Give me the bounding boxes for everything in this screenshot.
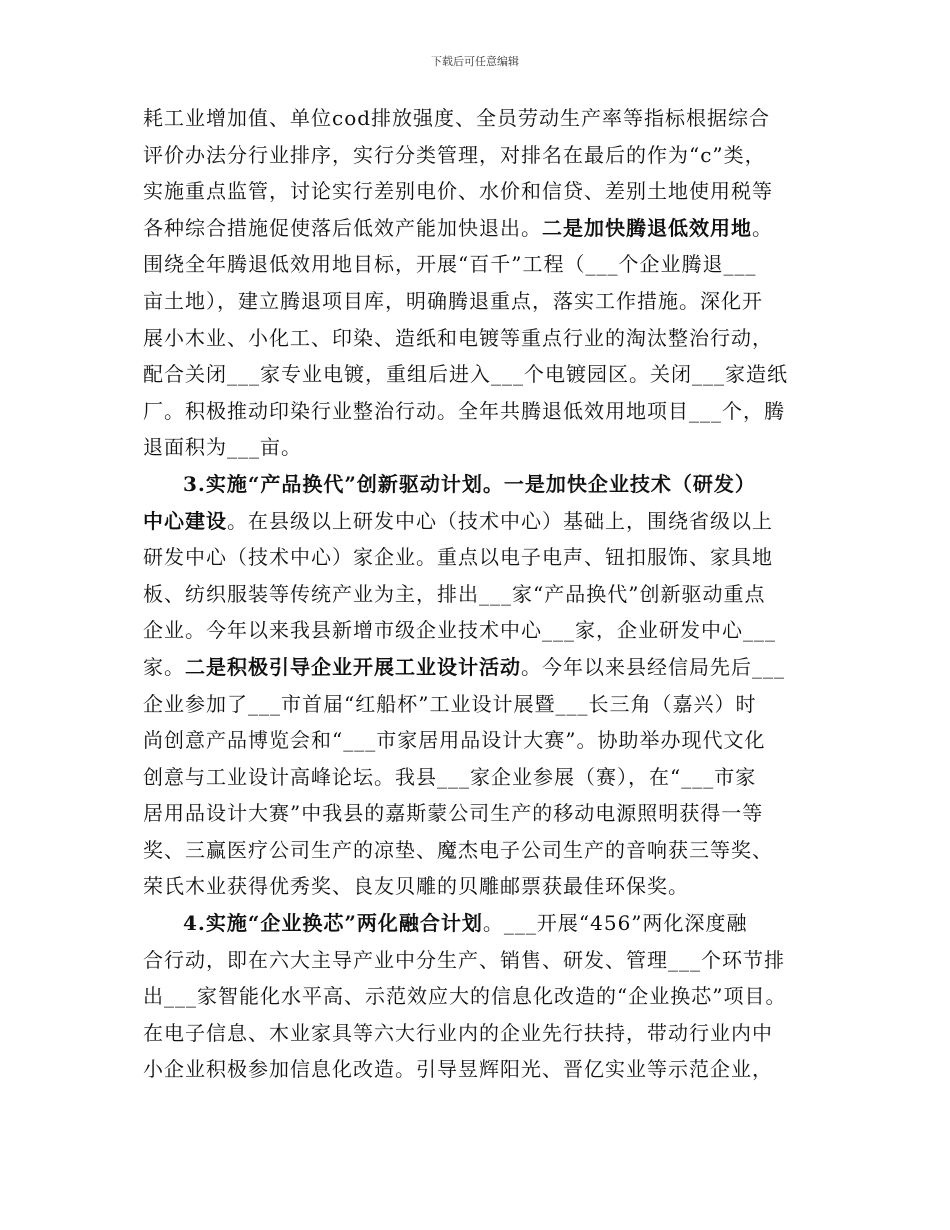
bold-text-segment: 二是加快腾退低效用地 <box>542 215 752 240</box>
text-line <box>143 503 823 540</box>
body-text <box>143 100 823 1088</box>
text-segment: 奖、三赢医疗公司生产的凉垫、魔杰电子公司生产的音响获三等奖、 <box>143 837 773 862</box>
text-segment: 厂。积极推动印染行业整治行动。全年共腾退低效用地项目___个，腾 <box>143 398 785 423</box>
text-segment: 出___家智能化水平高、示范效应大的信息化改造的“企业换芯”项目。 <box>143 984 787 1009</box>
text-segment: 合行动，即在六大主导产业中分生产、销售、研发、管理___个环节排 <box>143 947 785 972</box>
bold-text-segment: 中心建设 <box>143 508 227 533</box>
text-line <box>143 246 823 283</box>
text-segment: 围绕全年腾退低效用地目标，开展“百千”工程（___个企业腾退___ <box>143 252 757 277</box>
text-line <box>143 612 823 649</box>
text-line <box>143 1051 823 1088</box>
bold-text-segment: 二是积极引导企业开展工业设计活动 <box>185 654 521 679</box>
text-segment: 荣氏木业获得优秀奖、良友贝雕的贝雕邮票获最佳环保奖。 <box>143 874 689 899</box>
text-line <box>143 832 823 869</box>
text-segment: 研发中心（技术中心）家企业。重点以电子电声、钮扣服饰、家具地 <box>143 545 773 570</box>
text-line <box>143 137 823 174</box>
text-segment: 板、纺织服装等传统产业为主，排出___家“产品换代”创新驱动重点 <box>143 581 766 606</box>
text-line <box>143 795 823 832</box>
text-line <box>143 649 823 686</box>
text-segment: 实施重点监管，讨论实行差别电价、水价和信贷、差别土地使用税等 <box>143 179 773 204</box>
text-segment: 企业参加了___市首届“红船杯”工业设计展暨___长三角（嘉兴）时 <box>143 691 757 716</box>
text-segment: 。今年以来县经信局先后___ <box>521 654 785 679</box>
text-line <box>143 1015 823 1052</box>
bold-text-segment: 3.实施“产品换代”创新驱动计划。一是加快企业技术（研发） <box>183 471 756 496</box>
text-line <box>143 356 823 393</box>
text-line <box>143 722 823 759</box>
bold-text-segment: 4.实施“企业换芯”两化融合计划 <box>183 911 483 936</box>
text-line <box>143 868 823 905</box>
text-line <box>143 466 823 503</box>
text-segment: 居用品设计大赛”中我县的嘉斯蒙公司生产的移动电源照明获得一等 <box>143 801 764 826</box>
text-segment: 。在县级以上研发中心（技术中心）基础上，围绕省级以上 <box>227 508 773 533</box>
text-line <box>143 429 823 466</box>
text-segment: 亩土地），建立腾退项目库，明确腾退重点，落实工作措施。深化开 <box>143 288 763 313</box>
text-segment: 配合关闭___家专业电镀，重组后进入___个电镀园区。关闭___家造纸 <box>143 362 788 387</box>
text-line <box>143 978 823 1015</box>
text-segment: 各种综合措施促使落后低效产能加快退出。 <box>143 215 542 240</box>
text-line <box>143 905 823 942</box>
text-segment: 退面积为___亩。 <box>143 435 302 460</box>
text-line <box>143 100 823 137</box>
text-line <box>143 686 823 723</box>
text-line <box>143 283 823 320</box>
text-line <box>143 320 823 357</box>
text-segment: 创意与工业设计高峰论坛。我县___家企业参展（赛），在“___市家 <box>143 764 757 789</box>
text-segment: 耗工业增加值、单位cod排放强度、全员劳动生产率等指标根据综合 <box>143 106 771 130</box>
text-line <box>143 942 823 979</box>
text-line <box>143 210 823 247</box>
text-segment: 尚创意产品博览会和“___市家居用品设计大赛”。协助举办现代文化 <box>143 728 766 753</box>
text-segment: 展小木业、小化工、印染、造纸和电镀等重点行业的淘汰整治行动， <box>143 325 773 350</box>
text-line <box>143 539 823 576</box>
text-segment: 企业。今年以来我县新增市级企业技术中心___家，企业研发中心___ <box>143 618 776 643</box>
text-segment: 小企业积极参加信息化改造。引导昱辉阳光、晋亿实业等示范企业， <box>143 1057 773 1082</box>
text-line <box>143 759 823 796</box>
page-header: 下载后可任意编辑 <box>431 55 519 68</box>
text-segment: 在电子信息、木业家具等六大行业内的企业先行扶持，带动行业内中 <box>143 1020 773 1045</box>
text-line <box>143 173 823 210</box>
text-segment: 家。 <box>143 654 185 679</box>
text-line <box>143 393 823 430</box>
text-segment: 。___开展“456”两化深度融 <box>482 911 748 936</box>
text-line <box>143 576 823 613</box>
text-segment: 。 <box>752 215 773 240</box>
text-segment: 评价办法分行业排序，实行分类管理，对排名在最后的作为“c”类， <box>143 142 766 167</box>
